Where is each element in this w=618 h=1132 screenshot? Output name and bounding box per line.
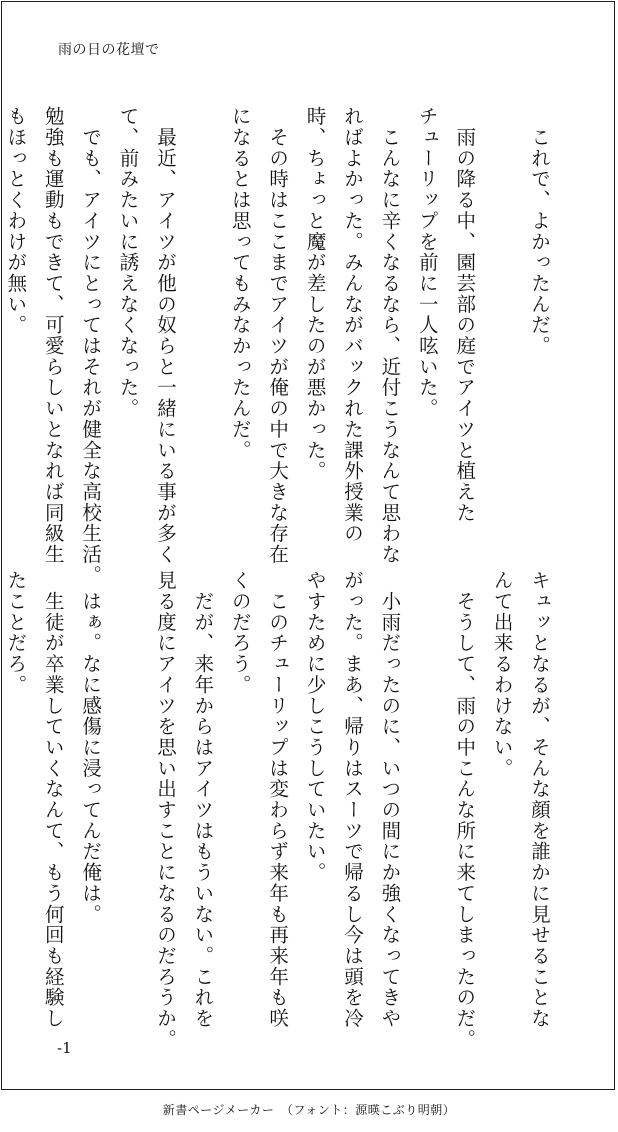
page-number: -1 xyxy=(57,1039,72,1057)
text-line: もほっとくわけが無い。 xyxy=(4,106,28,336)
text-line xyxy=(408,570,445,990)
text-line: そうして、雨の中こんな所に来てしまったのだ。 xyxy=(453,570,477,1050)
text-line: んて出来るわけない。 xyxy=(490,570,514,779)
text-line: て、前みたいに誘えなくなった。 xyxy=(116,106,140,419)
text-line: このチューリップは変わらず来年も再来年も咲 xyxy=(266,570,290,1029)
text-line: でも、アイツにとってはそれが健全な高校生活。 xyxy=(79,106,103,586)
text-line: 時、ちょっと魔が差したのが悪かった。 xyxy=(303,106,327,482)
text-line: はぁ。なに感傷に浸ってんだ俺は。 xyxy=(79,570,103,925)
text-line: 勉強も運動もできて、可愛らしいとなれば同級生 xyxy=(41,106,65,565)
text-line: がった。まあ、帰りはスーツで帰るし今は頭を冷 xyxy=(340,570,364,1029)
text-line: になるとは思ってもみなかったんだ。 xyxy=(228,106,252,461)
text-line: たことだろ。 xyxy=(4,570,28,696)
text-line: こんなに辛くなるなら、近付こうなんて思わな xyxy=(378,106,402,565)
text-block-lower xyxy=(0,570,558,1050)
text-line: 雨の降る中、園芸部の庭でアイツと植えた xyxy=(453,106,477,523)
text-line: これで、よかったんだ。 xyxy=(528,106,551,357)
text-line: 小雨だったのに、いつの間にか強くなってきや xyxy=(378,570,402,1029)
text-line: 見る度にアイツを思い出すことになるのだろうか。 xyxy=(153,570,177,1050)
text-line: キュッとなるが、そんな顔を誰かに見せることな xyxy=(528,570,551,1029)
text-line: だが、来年からはアイツはもういない。これを xyxy=(191,570,215,1029)
text-line xyxy=(483,106,520,526)
page-title: 雨の日の花壇で xyxy=(58,42,160,58)
text-line: その時はここまでアイツが俺の中で大きな存在 xyxy=(266,106,290,565)
text-line: くのだろう。 xyxy=(228,570,252,696)
text-block-upper xyxy=(0,106,558,586)
text-line: 最近、アイツが他の奴らと一緒にいる事が多く xyxy=(153,106,177,565)
text-line: 生徒が卒業していくなんて、もう何回も経験し xyxy=(41,570,65,1029)
footer-caption: 新書ページメーカー （フォント：源暎こぶり明朝） xyxy=(162,1103,456,1117)
text-line: やすために少しこうしていたい。 xyxy=(303,570,327,883)
text-line xyxy=(109,570,146,990)
text-line xyxy=(184,106,221,526)
text-line: ればよかった。みんながバックれた課外授業の xyxy=(340,106,364,544)
page-frame xyxy=(1,1,615,1090)
text-line: チューリップを前に一人呟いた。 xyxy=(415,106,439,419)
